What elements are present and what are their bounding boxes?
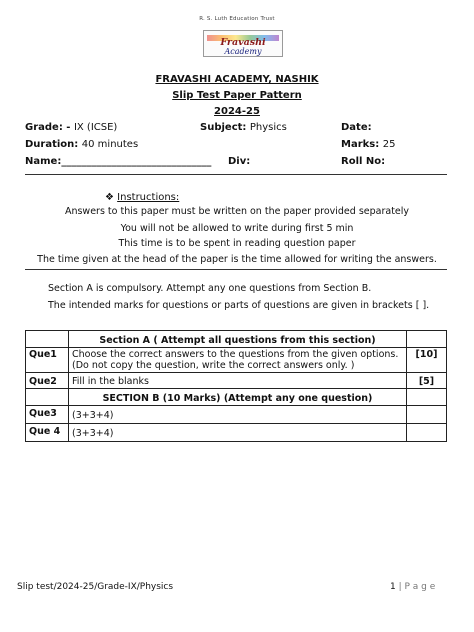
name-label: Name: — [25, 156, 62, 167]
table-cell — [407, 406, 447, 424]
grade-label: Grade: - — [25, 122, 71, 133]
instruction-line: The time given at the head of the paper is the time allowed for writing the answers. — [37, 254, 437, 265]
q1-instruction: Choose the correct answers to the questions from the given options. — [72, 349, 399, 360]
page-separator: | — [395, 582, 405, 592]
question-marks: [5] — [407, 373, 447, 389]
page-number: 1 — [390, 582, 396, 592]
question-text: (3+3+4) — [69, 406, 407, 424]
section-a-heading: Section A ( Attempt all questions from this section) — [69, 331, 407, 348]
trust-name: R. S. Luth Education Trust — [199, 16, 275, 22]
grade-field — [25, 122, 117, 133]
table-cell — [26, 389, 69, 406]
table-row — [26, 348, 447, 373]
div-label: Div: — [228, 156, 251, 167]
table-cell — [407, 424, 447, 442]
table-cell — [407, 389, 447, 406]
marks-note: The intended marks for questions or parts of questions are given in brackets [ ]. — [48, 300, 430, 311]
academic-year: 2024-25 — [214, 106, 260, 117]
table-row — [26, 406, 447, 424]
instructions-title: Instructions: — [117, 192, 180, 203]
school-name: FRAVASHI ACADEMY, NASHIK — [155, 74, 319, 85]
question-text: (3+3+4) — [69, 424, 407, 442]
name-blank: ______________________________ — [61, 156, 212, 167]
table-row — [26, 389, 447, 406]
duration-field — [25, 139, 138, 150]
question-label: Que1 — [26, 348, 69, 373]
logo-text-academy: Academy — [224, 47, 262, 56]
question-label: Que 4 — [26, 424, 69, 442]
name-field — [25, 156, 211, 167]
table-row — [26, 373, 447, 389]
question-table — [25, 330, 447, 442]
subject-label: Subject: — [200, 122, 247, 133]
school-logo — [203, 30, 283, 57]
diamond-bullet-icon: ❖ — [105, 192, 114, 203]
logo-text-fravashi: Fravashi — [220, 37, 266, 48]
question-label: Que2 — [26, 373, 69, 389]
duration-label: Duration: — [25, 139, 79, 150]
date-label: Date: — [341, 122, 372, 133]
paper-title: Slip Test Paper Pattern — [172, 90, 302, 101]
instruction-line: Answers to this paper must be written on the paper provided separately — [64, 206, 410, 217]
roll-label: Roll No: — [341, 156, 386, 167]
instructions-divider — [25, 269, 447, 270]
question-text: Fill in the blanks — [69, 373, 407, 389]
instruction-line: This time is to be spent in reading question paper — [118, 238, 356, 249]
marks-label: Marks: — [341, 139, 380, 150]
section-b-heading: SECTION B (10 Marks) (Attempt any one question) — [69, 389, 407, 406]
subject-field — [200, 122, 287, 133]
question-text — [69, 348, 407, 373]
question-marks: [10] — [407, 348, 447, 373]
table-cell — [407, 331, 447, 348]
instruction-line: You will not be allowed to write during first 5 min — [120, 223, 354, 234]
footer-page-number — [390, 582, 435, 592]
instructions-heading — [105, 192, 179, 203]
footer-document-id: Slip test/2024-25/Grade-IX/Physics — [17, 582, 174, 592]
marks-value: 25 — [382, 139, 396, 150]
header-divider — [25, 174, 447, 175]
duration-value: 40 minutes — [81, 139, 139, 150]
section-note: Section A is compulsory. Attempt any one questions from Section B. — [48, 283, 372, 294]
table-cell — [26, 331, 69, 348]
table-row — [26, 331, 447, 348]
subject-value: Physics — [249, 122, 287, 133]
marks-field — [341, 139, 395, 150]
page-word: P a g e — [404, 582, 436, 592]
q1-note: (Do not copy the question, write the correct answers only. ) — [72, 360, 355, 371]
table-row — [26, 424, 447, 442]
question-label: Que3 — [26, 406, 69, 424]
grade-value: IX (ICSE) — [73, 122, 118, 133]
